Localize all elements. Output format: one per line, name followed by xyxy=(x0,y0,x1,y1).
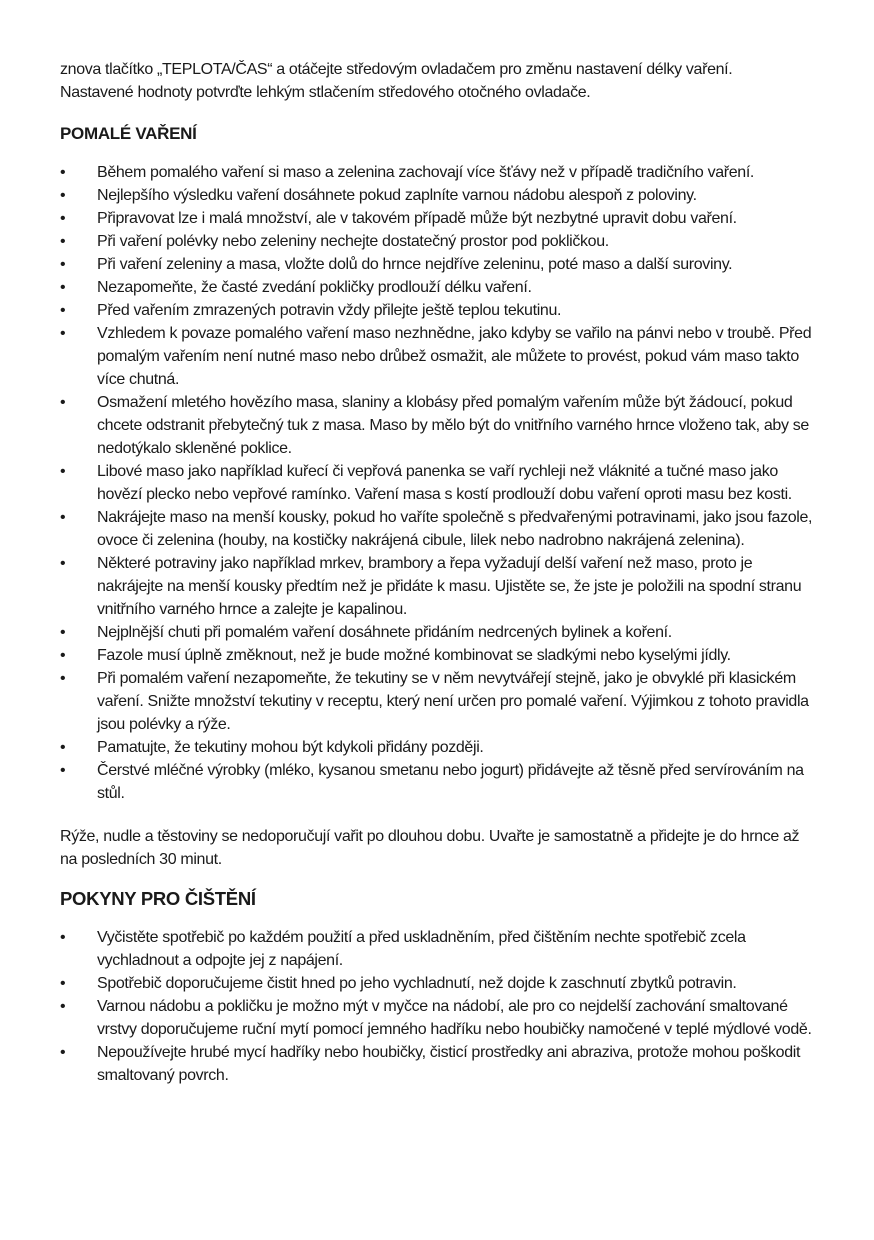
slow-cooking-heading: POMALÉ VAŘENÍ xyxy=(60,124,197,143)
list-item-text: Nejlepšího výsledku vaření dosáhnete pokud zaplníte varnou nádobu alespoň z poloviny. xyxy=(97,187,697,204)
list-item xyxy=(60,230,820,253)
bullet-icon: • xyxy=(60,394,66,411)
document-page xyxy=(60,58,820,1087)
list-item-text: Vyčistěte spotřebič po každém použití a před uskladněním, před čištěním nechte spotřebič zcela vychladnout a odpojte jej z napájení. xyxy=(97,929,746,969)
intro-line-1: znova tlačítko „TEPLOTA/ČAS“ a otáčejte středovým ovladačem pro změnu nastavení délky vaření. xyxy=(60,61,733,78)
list-item xyxy=(60,391,820,460)
intro-paragraph xyxy=(60,58,820,104)
list-item xyxy=(60,276,820,299)
list-item-text: Při pomalém vaření nezapomeňte, že tekutiny se v něm nevytvářejí stejně, jako je obvyklé při klasickém vaření. Snižte množství tekutiny v receptu, který není určen pro pomalé vaření. Výjimkou z tohoto pravidla jsou polévky a rýže. xyxy=(97,670,809,733)
bullet-icon: • xyxy=(60,762,66,779)
bullet-icon: • xyxy=(60,210,66,227)
list-item xyxy=(60,926,820,972)
list-item xyxy=(60,759,820,805)
rice-note-paragraph: Rýže, nudle a těstoviny se nedoporučují vařit po dlouhou dobu. Uvařte je samostatně a přidejte je do hrnce až na posledních 30 minut. xyxy=(60,828,800,868)
list-item xyxy=(60,184,820,207)
bullet-icon: • xyxy=(60,998,66,1015)
bullet-icon: • xyxy=(60,463,66,480)
list-item xyxy=(60,667,820,736)
list-item xyxy=(60,253,820,276)
list-item-text: Fazole musí úplně změknout, než je bude možné kombinovat se sladkými nebo kyselými jídly. xyxy=(97,647,731,664)
bullet-icon: • xyxy=(60,555,66,572)
cleaning-list xyxy=(60,926,820,1087)
bullet-icon: • xyxy=(60,739,66,756)
bullet-icon: • xyxy=(60,233,66,250)
list-item-text: Nepoužívejte hrubé mycí hadříky nebo houbičky, čisticí prostředky ani abraziva, protože mohou poškodit smaltovaný povrch. xyxy=(97,1044,801,1084)
list-item-text: Osmažení mletého hovězího masa, slaniny a klobásy před pomalým vařením může být žádoucí, pokud chcete odstranit přebytečný tuk z masa. Maso by mělo být do vnitřního varného hrnce vloženo tak, aby se nedotýkalo skleněné poklice. xyxy=(97,394,809,457)
bullet-icon: • xyxy=(60,302,66,319)
list-item xyxy=(60,972,820,995)
list-item xyxy=(60,299,820,322)
bullet-icon: • xyxy=(60,256,66,273)
bullet-icon: • xyxy=(60,279,66,296)
list-item-text: Před vařením zmrazených potravin vždy přilejte ještě teplou tekutinu. xyxy=(97,302,562,319)
list-item-text: Některé potraviny jako například mrkev, brambory a řepa vyžadují delší vaření než maso, proto je nakrájejte na menší kousky předtím než je přidáte k masu. Ujistěte se, že jste je položili na spodní stranu vnitřního varného hrnce a zalejte je kapalinou. xyxy=(97,555,802,618)
list-item-text: Vzhledem k povaze pomalého vaření maso nezhnědne, jako kdyby se vařilo na pánvi nebo v troubě. Před pomalým vařením není nutné maso nebo drůbež osmažit, ale můžete to provést, pokud vám maso takto více chutná. xyxy=(97,325,812,388)
bullet-icon: • xyxy=(60,164,66,181)
list-item xyxy=(60,995,820,1041)
list-item xyxy=(60,460,820,506)
bullet-icon: • xyxy=(60,975,66,992)
bullet-icon: • xyxy=(60,187,66,204)
list-item-text: Čerstvé mléčné výrobky (mléko, kysanou smetanu nebo jogurt) přidávejte až těsně před servírováním na stůl. xyxy=(97,762,804,802)
list-item xyxy=(60,736,820,759)
list-item xyxy=(60,506,820,552)
list-item-text: Při vaření polévky nebo zeleniny nechejte dostatečný prostor pod pokličkou. xyxy=(97,233,609,250)
list-item xyxy=(60,322,820,391)
list-item xyxy=(60,644,820,667)
intro-line-2: Nastavené hodnoty potvrďte lehkým stlačením středového otočného ovladače. xyxy=(60,84,591,101)
bullet-icon: • xyxy=(60,325,66,342)
list-item xyxy=(60,161,820,184)
list-item-text: Varnou nádobu a pokličku je možno mýt v myčce na nádobí, ale pro co nejdelší zachování smaltované vrstvy doporučujeme ruční mytí pomocí jemného hadříku nebo houbičky namočené v teplé mýdlové vodě. xyxy=(97,998,812,1038)
list-item xyxy=(60,552,820,621)
list-item xyxy=(60,621,820,644)
list-item-text: Během pomalého vaření si maso a zelenina zachovají více šťávy než v případě tradičního vaření. xyxy=(97,164,755,181)
list-item-text: Nejplnější chuti při pomalém vaření dosáhnete přidáním nedrcených bylinek a koření. xyxy=(97,624,672,641)
list-item-text: Nezapomeňte, že časté zvedání pokličky prodlouží délku vaření. xyxy=(97,279,532,296)
list-item-text: Připravovat lze i malá množství, ale v takovém případě může být nezbytné upravit dobu vaření. xyxy=(97,210,737,227)
list-item-text: Pamatujte, že tekutiny mohou být kdykoli přidány později. xyxy=(97,739,484,756)
list-item xyxy=(60,207,820,230)
bullet-icon: • xyxy=(60,509,66,526)
bullet-icon: • xyxy=(60,929,66,946)
list-item-text: Spotřebič doporučujeme čistit hned po jeho vychladnutí, než dojde k zaschnutí zbytků potravin. xyxy=(97,975,737,992)
list-item xyxy=(60,1041,820,1087)
list-item-text: Nakrájejte maso na menší kousky, pokud ho vaříte společně s předvařenými potravinami, jako jsou fazole, ovoce či zelenina (houby, na kostičky nakrájená cibule, lilek nebo nadrobno nakrájená zelenina). xyxy=(97,509,813,549)
list-item-text: Libové maso jako například kuřecí či vepřová panenka se vaří rychleji než vláknité a tučné maso jako hovězí plecko nebo vepřové ramínko. Vaření masa s kostí prodlouží dobu vaření oproti masu bez kosti. xyxy=(97,463,792,503)
bullet-icon: • xyxy=(60,1044,66,1061)
bullet-icon: • xyxy=(60,670,66,687)
list-item-text: Při vaření zeleniny a masa, vložte dolů do hrnce nejdříve zeleninu, poté maso a další suroviny. xyxy=(97,256,733,273)
bullet-icon: • xyxy=(60,624,66,641)
bullet-icon: • xyxy=(60,647,66,664)
slow-cooking-list xyxy=(60,161,820,805)
cleaning-heading: POKYNY PRO ČIŠTĚNÍ xyxy=(60,888,256,909)
